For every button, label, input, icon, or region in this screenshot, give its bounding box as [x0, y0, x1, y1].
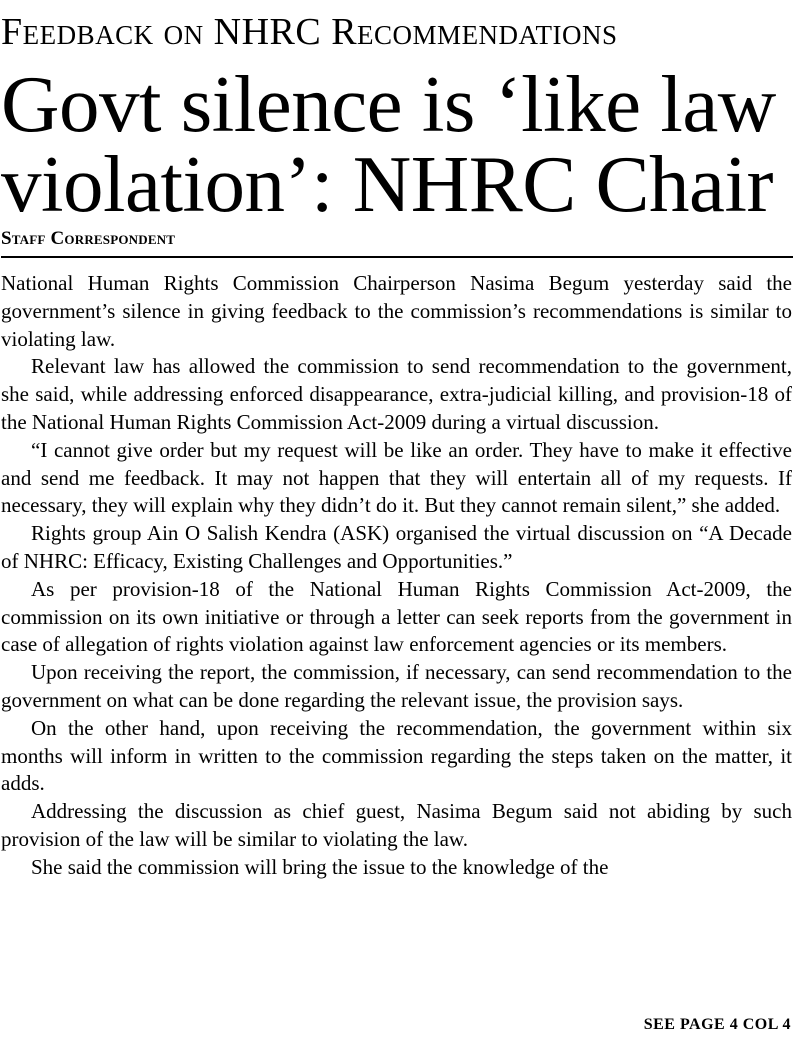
headline-line-2: violation’: NHRC Chair	[1, 139, 773, 229]
article-kicker: Feedback on NHRC Recommendations	[1, 11, 618, 53]
body-paragraph: Addressing the discussion as chief guest, Nasima Begum said not abiding by such provision of the law will be similar to violating the law.	[1, 799, 792, 851]
headline-line-1: Govt silence is ‘like law	[1, 59, 776, 149]
article-byline: Staff Correspondent	[1, 228, 176, 249]
body-paragraph: As per provision-18 of the National Human Rights Commission Act-2009, the commission on its own initiative or through a letter can seek reports from the government in case of allegation of rights violation against law enforcement agencies or its members.	[1, 576, 792, 657]
body-paragraph: Rights group Ain O Salish Kendra (ASK) organised the virtual discussion on “A Decade of NHRC: Efficacy, Existing Challenges and Opportunities.”	[1, 521, 792, 573]
body-paragraph: “I cannot give order but my request will be like an order. They have to make it effective and send me feedback. It may not happen that they will entertain all of my requests. If necessary, they will explain why they didn’t do it. But they cannot remain silent,” she added.	[1, 437, 792, 518]
body-paragraph: Upon receiving the report, the commission, if necessary, can send recommendation to the government on what can be done regarding the relevant issue, the provision says.	[1, 660, 792, 712]
body-paragraph: On the other hand, upon receiving the recommendation, the government within six months will inform in written to the commission regarding the steps taken on the matter, it adds.	[1, 715, 792, 796]
body-paragraph: National Human Rights Commission Chairperson Nasima Begum yesterday said the government’s silence in giving feedback to the commission’s recommendations is similar to violating law.	[1, 271, 792, 351]
continued-jump-line: SEE PAGE 4 COL 4	[643, 1016, 791, 1033]
article-headline	[1, 59, 792, 229]
body-paragraph: Relevant law has allowed the commission to send recommendation to the government, she said, while addressing enforced disappearance, extra-judicial killing, and provision-18 of the National Human Rights Commission Act-2009 during a virtual discussion.	[1, 354, 792, 434]
article-body	[1, 270, 792, 882]
byline-divider	[1, 256, 793, 258]
body-paragraph: She said the commission will bring the issue to the knowledge of the	[31, 854, 609, 879]
